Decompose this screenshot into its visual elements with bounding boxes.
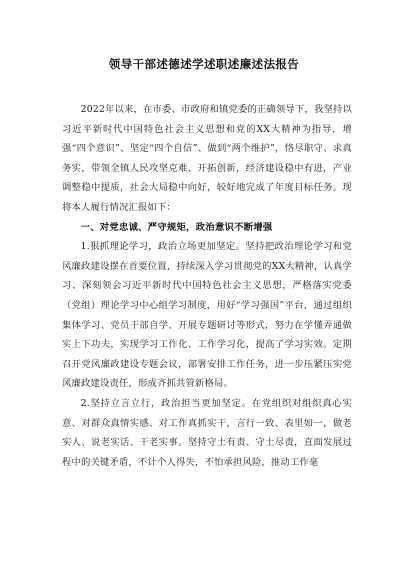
section-heading-1: 一、对党忠诚、严守规矩，政治意识不断增强 xyxy=(80,221,273,233)
document-title: 领导干部述德述学述职述廉述法报告 xyxy=(108,57,300,71)
paragraph-item-1: 1.狠抓理论学习，政治立场更加坚定。坚持把政治理论学习和党风廉政建设摆在首要位置，持续深入学习贯彻党的XX大精神，认真学习、深刻领会习近平新时代中国特色社会主义思想，严格落实党委（党组）理论学习中心组学习制度，用好“学习强国”平台，通过组织集体学习、党员干部自学、开展专题研讨等形式，努力在学懂弄通做实上下功夫，实现学习工作化、工作学习化，提高了学习实效。定期召开党风廉政建设专题会议，部署安排工作任务，进一步压紧压实党风廉政建设责任，形成齐抓共管新格局。 xyxy=(62,241,352,390)
intro-paragraph: 2022年以来，在市委、市政府和镇党委的正确领导下，我坚持以习近平新时代中国特色社会主义思想和党的XX大精神为指导，增强“四个意识”、坚定“四个自信”、做到“两个维护”，恪尽职守、求真务实，带领全镇人民攻坚克难、开拓创新，经济建设稳中有进，产业调整稳中提质，社会大局稳中向好，较好地完成了年度目标任务。现将本人履行情况汇报如下： xyxy=(62,104,352,213)
paragraph-item-2: 2.坚持立言立行，政治担当更加坚定。在党组织对组织真心实意、对群众真情实感、对工作真抓实干，言行一致、表里如一，做老实人、说老实话、干老实事。坚持守土有责、守土尽责，直面发展过程中的关键矛盾，不计个人得失，不怕承担风险，推动工作毫 xyxy=(62,397,352,468)
document-body xyxy=(62,100,352,472)
